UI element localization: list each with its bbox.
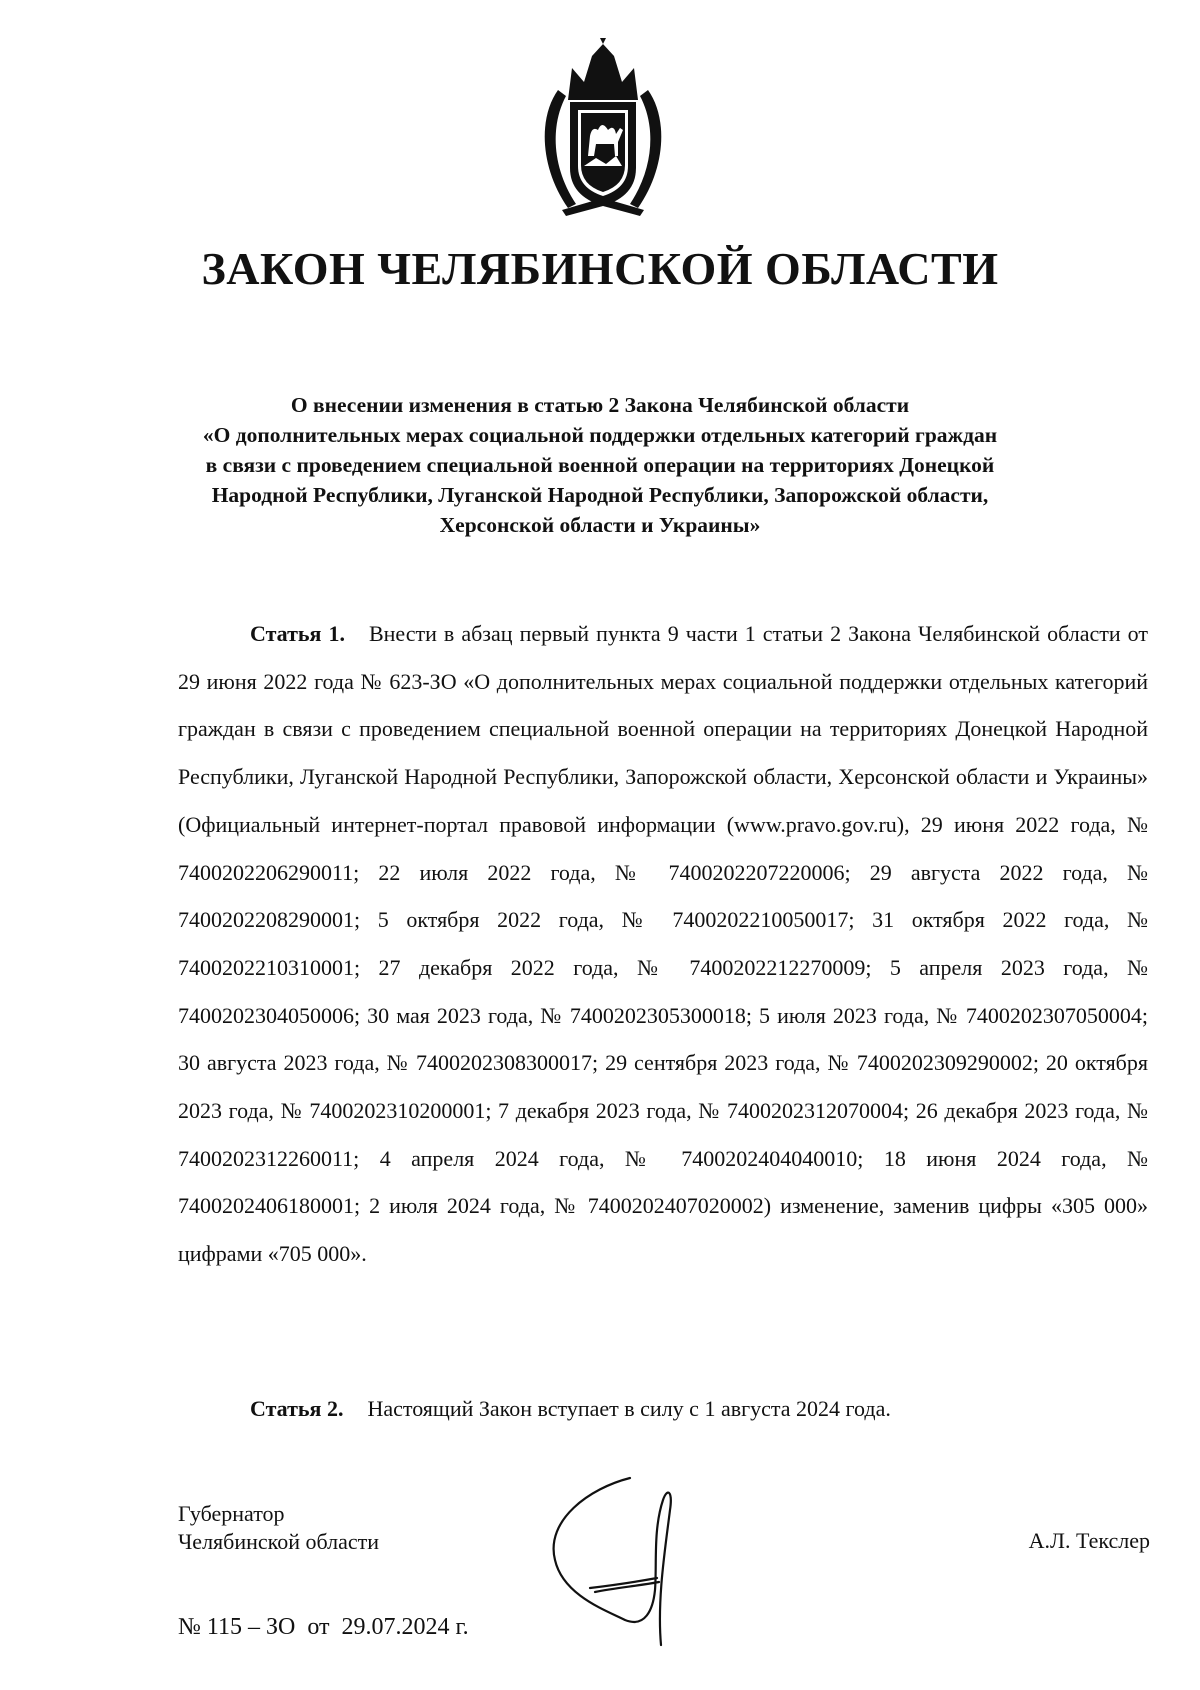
law-title: ЗАКОН ЧЕЛЯБИНСКОЙ ОБЛАСТИ [201,243,999,294]
signatory-position-line: Челябинской области [178,1529,380,1554]
article-1 [178,610,1148,1278]
signatory-position-line: Губернатор [178,1501,285,1526]
subtitle-line: Народной Республики, Луганской Народной Республики, Запорожской области, [211,483,989,507]
subtitle-line: «О дополнительных мерах социальной поддержки отдельных категорий граждан [202,423,998,447]
article-1-text: Внести в абзац первый пункта 9 части 1 статьи 2 Закона Челябинской области от 29 июня 2022 года № 623-ЗО «О дополнительных мерах социальной поддержки отдельных категорий граждан в связи с проведением специальной военной операции на территориях Донецкой Народной Республики, Луганской Народной Республики, Запорожской области, Херсонской области и Украины» (Официальный интернет-портал правовой информации (www.pravo.gov.ru), 29 июня 2022 года, № 7400202206290011; 22 июля 2022 года, № 7400202207220006; 29 августа 2022 года, № 7400202208290001; 5 октября 2022 года, № 7400202210050017; 31 октября 2022 года, № 7400202210310001; 27 декабря 2022 года, № 7400202212270009; 5 апреля 2023 года, № 7400202304050006; 30 мая 2023 года, № 7400202305300018; 5 июля 2023 года, № 7400202307050004; 30 августа 2023 года, № 7400202308300017; 29 сентября 2023 года, № 7400202309290002; 20 октября 2023 года, № 7400202310200001; 7 декабря 2023 года, № 7400202312070004; 26 декабря 2023 года, № 7400202312260011; 4 апреля 2024 года, № 7400202404040010; 18 июня 2024 года, № 7400202406180001; 2 июля 2024 года, № 7400202407020002) изменение, заменив цифры «305 000» цифрами «705 000». [178,621,1148,1267]
signatory-name: А.Л. Текслер [1028,1528,1150,1553]
article-2-text: Настоящий Закон вступает в силу с 1 августа 2024 года. [367,1396,891,1421]
chelyabinsk-coat-of-arms-icon [528,38,678,220]
subtitle-line: в связи с проведением специальной военной операции на территориях Донецкой [205,453,995,477]
handwritten-signature [535,1470,735,1670]
article-1-label: Статья 1. [250,621,345,646]
signatory-position [178,1500,379,1556]
law-subtitle [100,390,1100,540]
document-number: № 115 – ЗО от 29.07.2024 г. [178,1614,469,1640]
subtitle-line: Херсонской области и Украины» [439,513,761,537]
article-2 [178,1394,1148,1424]
article-2-label: Статья 2. [250,1396,344,1421]
subtitle-line: О внесении изменения в статью 2 Закона Челябинской области [290,393,910,417]
